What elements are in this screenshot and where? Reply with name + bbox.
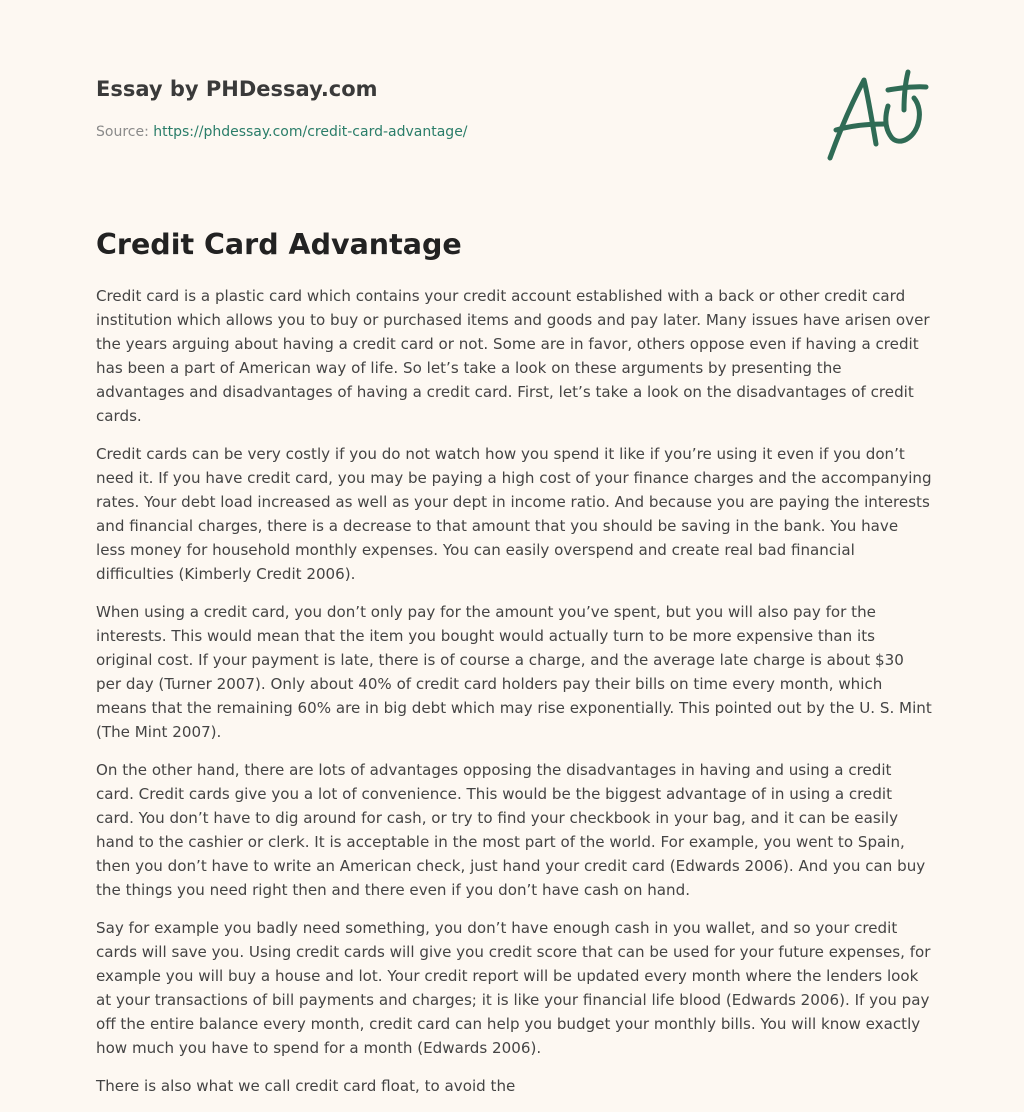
article-paragraph: Credit cards can be very costly if you do not watch how you spend it like if you’re using it even if you don’t need it. If you have credit card, you may be paying a high cost of your finance charges and the accompanying rates. Your debt load increased as well as your dept in income ratio. And because you are paying the interests and financial charges, there is a decrease to that amount that you should be saving in the bank. You have less money for household monthly expenses. You can easily overspend and create real bad financial difficulties (Kimberly Credit 2006). bbox=[96, 445, 932, 583]
article-paragraph: Say for example you badly need something, you don’t have enough cash in you wallet, and so your credit cards will save you. Using credit cards will give you credit score that can be used for your future expenses, for example you will buy a house and lot. Your credit report will be updated every month where the lenders look at your transactions of bill payments and charges; it is like your financial life blood (Edwards 2006). If you pay off the entire balance every month, credit card can help you budget your monthly bills. You will know exactly how much you have to spend for a month (Edwards 2006). bbox=[96, 919, 931, 1057]
a-plus-logo-icon bbox=[822, 66, 928, 166]
article-paragraph: On the other hand, there are lots of advantages opposing the disadvantages in having and using a credit card. Credit cards give you a lot of convenience. This would be the biggest advantage of in using a credit card. You don’t have to dig around for cash, or try to find your checkbook in your bag, and it can be easily hand to the cashier or clerk. It is acceptable in the most part of the world. For example, you went to Spain, then you don’t have to write an American check, just hand your credit card (Edwards 2006). And you can buy the things you need right then and there even if you don’t have cash on hand. bbox=[96, 761, 926, 899]
article-body bbox=[96, 284, 932, 1112]
page-header bbox=[96, 74, 928, 142]
source-label: Source: bbox=[96, 124, 149, 140]
a-plus-logo-graphic bbox=[822, 66, 928, 166]
article-paragraph: Credit card is a plastic card which contains your credit account established with a back or other credit card institution which allows you to buy or purchased items and goods and pay later. Many issues have arisen over the years arguing about having a credit card or not. Some are in favor, others oppose even if having a credit has been a part of American way of life. So let’s take a look on these arguments by presenting the advantages and disadvantages of having a credit card. First, let’s take a look on the disadvantages of credit cards. bbox=[96, 287, 930, 425]
source-link[interactable]: https://phdessay.com/credit-card-advantage/ bbox=[153, 124, 468, 140]
source-line bbox=[96, 122, 928, 142]
article-paragraph: There is also what we call credit card float, to avoid the bbox=[96, 1077, 516, 1095]
site-brand: Essay by PHDessay.com bbox=[96, 77, 378, 101]
article-paragraph: When using a credit card, you don’t only pay for the amount you’ve spent, but you will also pay for the interests. This would mean that the item you bought would actually turn to be more expensive than its original cost. If your payment is late, there is of course a charge, and the average late charge is about $30 per day (Turner 2007). Only about 40% of credit card holders pay their bills on time every month, which means that the remaining 60% are in big debt which may rise exponentially. This pointed out by the U. S. Mint (The Mint 2007). bbox=[96, 603, 932, 741]
article-title: Credit Card Advantage bbox=[96, 228, 462, 261]
